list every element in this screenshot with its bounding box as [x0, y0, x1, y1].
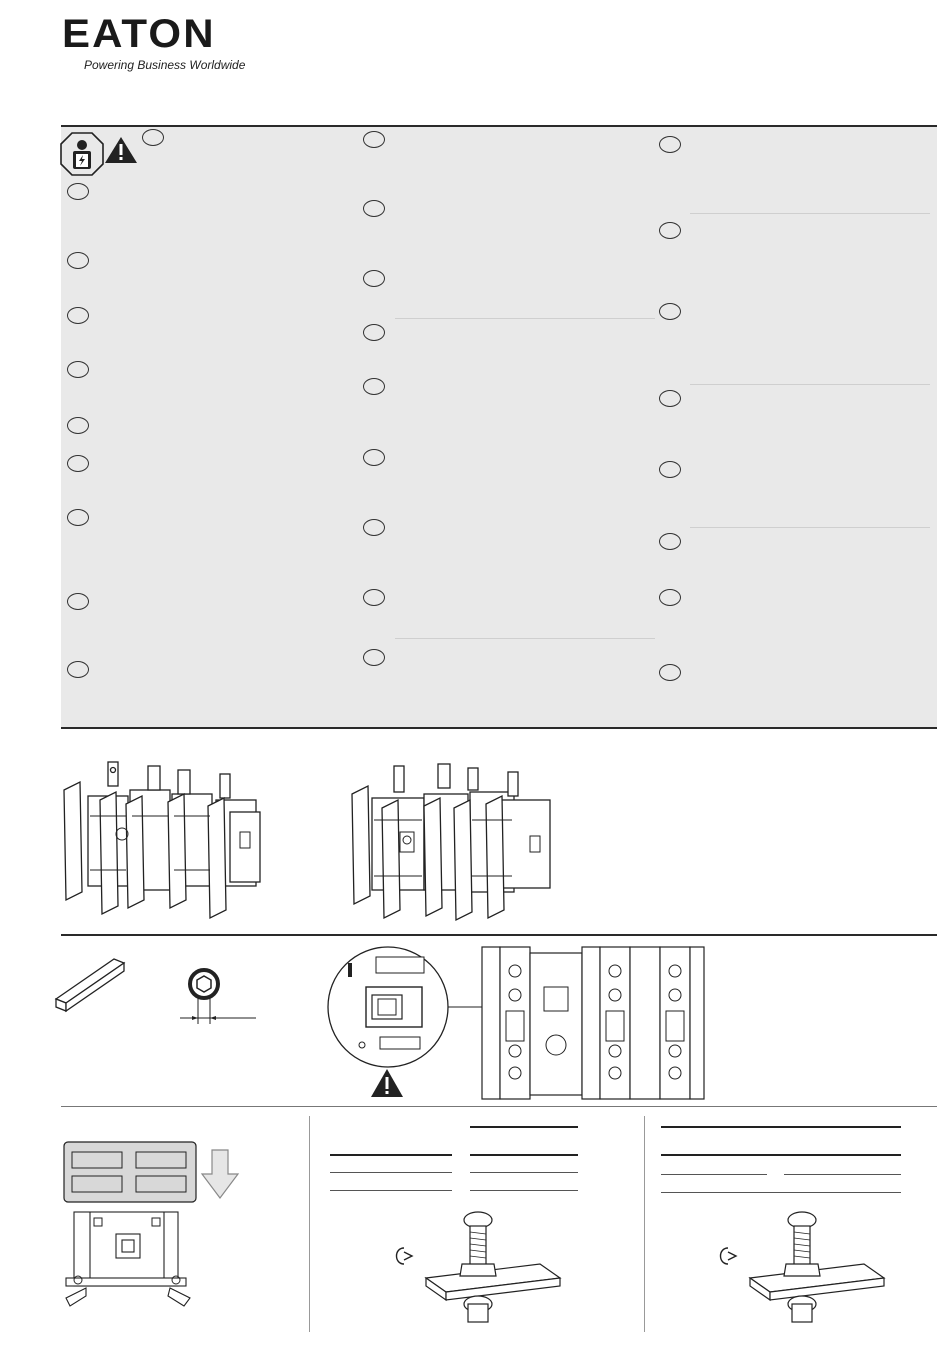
lang-marker [67, 307, 89, 324]
lang-marker [659, 136, 681, 153]
lang-marker [659, 589, 681, 606]
lang-marker [363, 131, 385, 148]
table-rule [661, 1174, 767, 1175]
table-rule [661, 1192, 901, 1193]
separator [690, 213, 930, 214]
bolt-connection-drawing [390, 1208, 570, 1332]
separator [395, 638, 655, 639]
column-divider [644, 1116, 645, 1332]
lang-marker [363, 324, 385, 341]
lang-marker [67, 183, 89, 200]
lang-marker [363, 649, 385, 666]
lang-marker [363, 270, 385, 287]
lang-marker [363, 519, 385, 536]
lang-marker [659, 222, 681, 239]
table-rule [470, 1154, 578, 1156]
brand-tagline: Powering Business Worldwide [84, 58, 246, 72]
panel-top-rule [61, 125, 937, 127]
lang-marker [659, 533, 681, 550]
eaton-logo: EATON [62, 12, 216, 56]
separator [395, 318, 655, 319]
lang-marker [142, 129, 164, 146]
lang-marker [67, 361, 89, 378]
language-panel [61, 126, 937, 727]
lang-marker [67, 509, 89, 526]
panel-bottom-rule [61, 727, 937, 729]
section-rule [61, 934, 937, 936]
electrician-icon [60, 132, 104, 176]
separator [690, 384, 930, 385]
separator [690, 527, 930, 528]
lang-marker [67, 252, 89, 269]
arrow-down-icon [200, 1148, 240, 1200]
table-rule [330, 1190, 452, 1191]
lang-marker [67, 417, 89, 434]
column-divider [309, 1116, 310, 1332]
lang-marker [67, 593, 89, 610]
lang-marker [67, 455, 89, 472]
hex-key-icon [176, 968, 260, 1024]
lang-marker [659, 664, 681, 681]
table-rule [330, 1154, 452, 1156]
table-rule [784, 1174, 901, 1175]
table-rule [470, 1126, 578, 1128]
lang-marker [363, 589, 385, 606]
lang-marker [659, 461, 681, 478]
warning-triangle-icon [104, 136, 138, 164]
warning-triangle-icon [370, 1068, 404, 1098]
lang-marker [659, 390, 681, 407]
table-rule [661, 1154, 901, 1156]
switch-disconnector-4pole-drawing [348, 762, 558, 922]
table-rule [470, 1190, 578, 1191]
lang-marker [659, 303, 681, 320]
bolt-connection-drawing [714, 1208, 894, 1332]
table-rule [470, 1172, 578, 1173]
lang-marker [67, 661, 89, 678]
square-shaft-drawing [52, 955, 132, 1015]
lang-marker [363, 378, 385, 395]
switch-disconnector-3pole-drawing [60, 760, 270, 920]
lang-marker [363, 449, 385, 466]
table-rule [330, 1172, 452, 1173]
section-rule [61, 1106, 937, 1107]
lang-marker [363, 200, 385, 217]
table-rule [661, 1126, 901, 1128]
